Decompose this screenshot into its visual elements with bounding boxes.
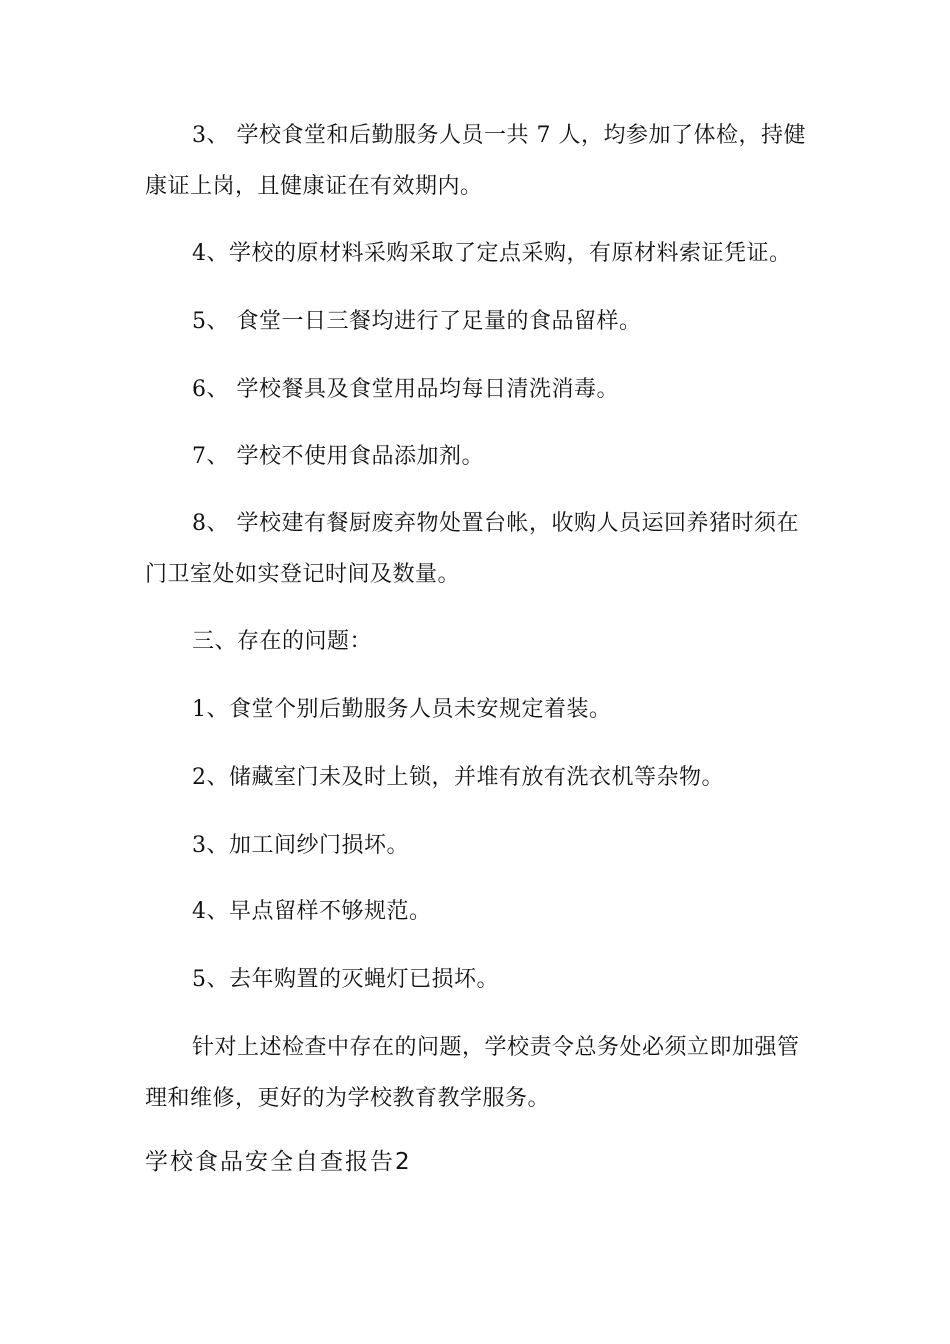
- report-heading: 学校食品安全自查报告2: [145, 1149, 412, 1175]
- paragraph-tableware-disinfection: 6、 学校餐具及食堂用品均每日清洗消毒。: [192, 377, 619, 402]
- problem-item-breakfast-samples: 4、早点留样不够规范。: [192, 899, 432, 924]
- paragraph-waste-ledger: 8、 学校建有餐厨废弃物处置台帐，收购人员运回养猪时须在门卫室处如实登记时间及数量。: [145, 511, 799, 587]
- section-problems-title: 三、存在的问题：: [192, 629, 373, 654]
- problem-item-storage: 2、储藏室门未及时上锁，并堆有放有洗衣机等杂物。: [192, 765, 724, 790]
- paragraph-food-samples: 5、 食堂一日三餐均进行了足量的食品留样。: [192, 309, 642, 334]
- problem-item-fly-lamp: 5、去年购置的灭蝇灯已损坏。: [192, 967, 499, 992]
- paragraph-health-certificates: 3、 学校食堂和后勤服务人员一共 7 人，均参加了体检，持健康证上岗，且健康证在有效期内。: [145, 123, 806, 199]
- problem-item-attire: 1、食堂个别后勤服务人员未安规定着装。: [192, 697, 612, 722]
- paragraph-no-additives: 7、 学校不使用食品添加剂。: [192, 444, 484, 469]
- paragraph-procurement: 4、学校的原材料采购采取了定点采购，有原材料索证凭证。: [192, 241, 792, 266]
- problem-item-screen-door: 3、加工间纱门损坏。: [192, 833, 409, 858]
- paragraph-conclusion: 针对上述检查中存在的问题，学校责令总务处必须立即加强管理和维修，更好的为学校教育教学服务。: [145, 1035, 800, 1111]
